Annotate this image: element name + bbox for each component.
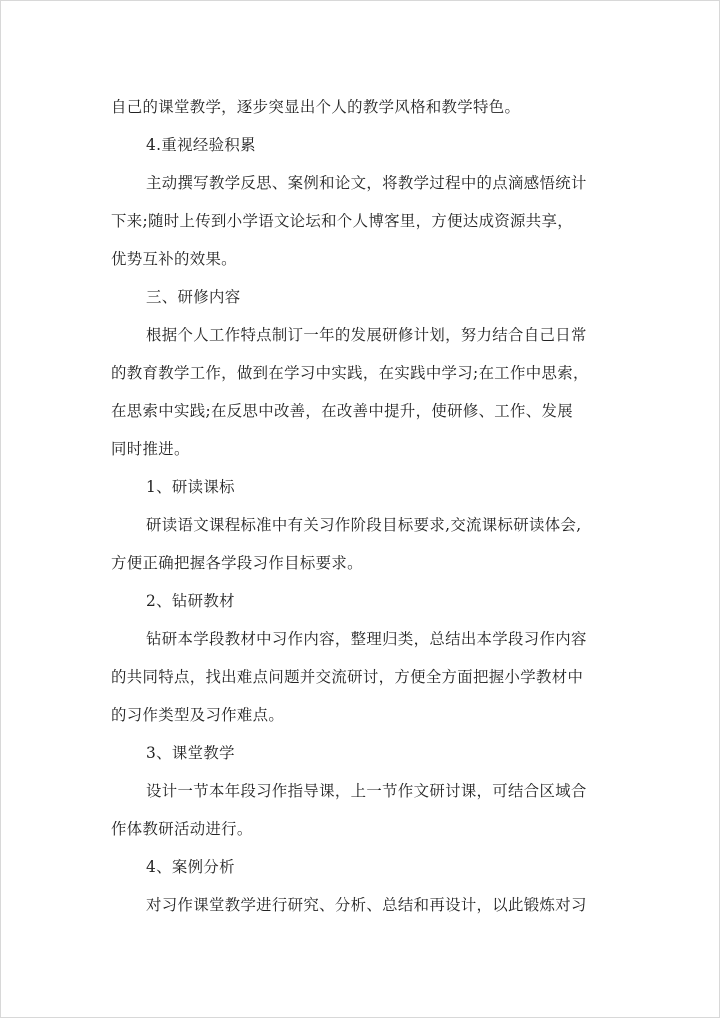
section-heading: 3、课堂教学 xyxy=(146,744,235,762)
section-heading: 4、案例分析 xyxy=(146,858,235,876)
text-line: 对习作课堂教学进行研究、分析、总结和再设计，以此锻炼对习 xyxy=(146,896,587,914)
text-line: 根据个人工作特点制订一年的发展研修计划，努力结合自己日常 xyxy=(146,326,587,344)
text-line: 方便正确把握各学段习作目标要求。 xyxy=(111,554,363,572)
text-line: 作体教研活动进行。 xyxy=(111,820,253,838)
text-line: 优势互补的效果。 xyxy=(111,250,237,268)
text-line: 主动撰写教学反思、案例和论文，将教学过程中的点滴感悟统计 xyxy=(146,174,587,192)
text-line: 的教育教学工作，做到在学习中实践，在实践中学习;在工作中思索， xyxy=(111,364,589,382)
text-line: 设计一节本年段习作指导课，上一节作文研讨课，可结合区域合 xyxy=(146,782,587,800)
text-line: 的共同特点，找出难点问题并交流研讨，方便全方面把握小学教材中 xyxy=(111,668,584,686)
section-heading: 4.重视经验积累 xyxy=(146,136,256,154)
text-line: 钻研本学段教材中习作内容，整理归类，总结出本学段习作内容 xyxy=(146,630,587,648)
text-line: 在思索中实践;在反思中改善，在改善中提升，使研修、工作、发展 xyxy=(111,402,574,420)
text-line: 研读语文课程标准中有关习作阶段目标要求,交流课标研读体会, xyxy=(146,516,582,534)
section-heading: 2、钻研教材 xyxy=(146,592,235,610)
text-line: 同时推进。 xyxy=(111,440,190,458)
section-heading: 1、研读课标 xyxy=(146,478,235,496)
section-heading: 三、研修内容 xyxy=(146,288,241,306)
text-line: 的习作类型及习作难点。 xyxy=(111,706,285,724)
text-line: 自己的课堂教学，逐步突显出个人的教学风格和教学特色。 xyxy=(111,98,521,116)
text-line: 下来;随时上传到小学语文论坛和个人博客里，方便达成资源共享， xyxy=(111,212,574,230)
